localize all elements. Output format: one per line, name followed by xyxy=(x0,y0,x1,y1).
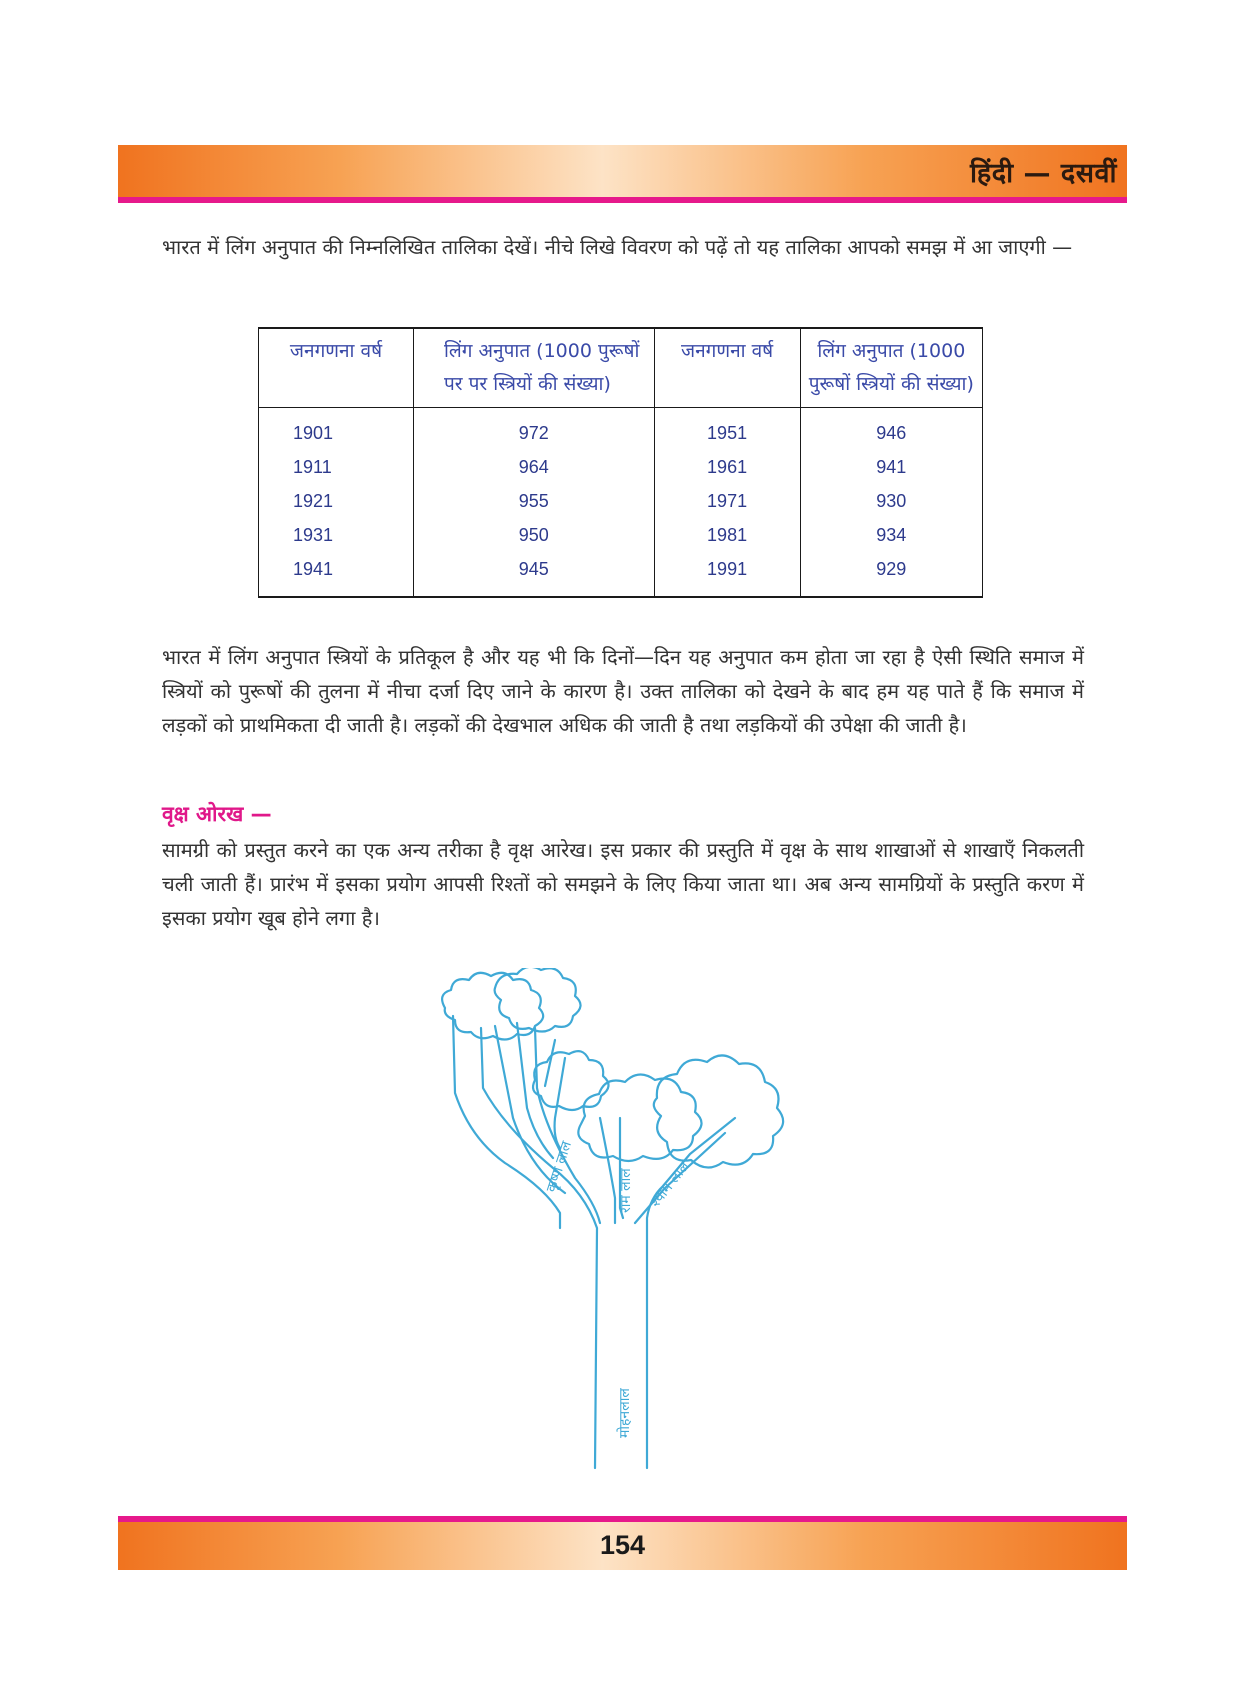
table-cell: 1981 xyxy=(654,518,800,552)
analysis-paragraph: भारत में लिंग अनुपात स्त्रियों के प्रतिकूल है और यह भी कि दिनों—दिन यह अनुपात कम होता जा रहा है ऐसी स्थिति समाज में स्त्रियों को पुरूषों की तुलना में नीचा दर्जा दिए जाने के कारण है। उक्त तालिका को देखने के बाद हम यह पाते हैं कि समाज में लड़कों को प्राथमिकता दी जाती है। लड़कों की देखभाल अधिक की जाती है तथा लड़कियों की उपेक्षा की जाती है। xyxy=(162,645,1084,737)
table-cell: 1931 xyxy=(259,518,414,552)
header-divider xyxy=(118,197,1127,203)
tree-crown xyxy=(442,973,543,1040)
header-sex-ratio-2: लिंग अनुपात (1000 पुरूषों स्त्रियों की संख्या) xyxy=(800,328,982,408)
header-census-year-1: जनगणना वर्ष xyxy=(259,328,414,408)
tree-label-branch: कृष्ण लाल xyxy=(543,1139,576,1195)
table-cell: 1941 xyxy=(259,552,414,597)
table-cell: 1901 xyxy=(259,408,414,451)
tree-label-branch: राम लाल xyxy=(618,1168,634,1213)
table-cell: 930 xyxy=(876,490,907,511)
table-cell: 1961 xyxy=(654,450,800,484)
intro-paragraph: भारत में लिंग अनुपात की निम्नलिखित तालिका देखें। नीचे लिखे विवरण को पढ़ें तो यह तालिका आपको समझ में आ जाएगी — xyxy=(162,235,1073,259)
table-cell: 941 xyxy=(876,456,907,477)
tree-label-root: मोहनलाल xyxy=(617,1388,633,1438)
page-number: 154 xyxy=(599,1530,646,1560)
header-band xyxy=(118,145,1127,197)
table-cell: 1911 xyxy=(259,450,414,484)
table-cell: 972 xyxy=(414,408,655,451)
table-cell: 946 xyxy=(876,422,907,443)
header-sex-ratio-1: लिंग अनुपात (1000 पुरूषों पर पर स्त्रियों की संख्या) xyxy=(414,328,655,408)
table-cell: 964 xyxy=(414,450,655,484)
table-cell: 1971 xyxy=(654,484,800,518)
table-header-row xyxy=(259,328,983,408)
table-cell: 950 xyxy=(414,518,655,552)
table-cell: 1991 xyxy=(654,552,800,597)
table-cell: 955 xyxy=(414,484,655,518)
tree-label-branch: श्याम लाल xyxy=(647,1158,693,1211)
table-cell: 1921 xyxy=(259,484,414,518)
section-paragraph: सामग्री को प्रस्तुत करने का एक अन्य तरीका है वृक्ष आरेख। इस प्रकार की प्रस्तुति में वृक्ष के साथ शाखाओं से शाखाएँ निकलती चली जाती हैं। प्रारंभ में इसका प्रयोग आपसी रिश्तों को समझने के लिए किया जाता था। अब अन्य सामग्रियों के प्रस्तुति करण में इसका प्रयोग खूब होने लगा है। xyxy=(162,838,1084,930)
table-row xyxy=(259,408,983,451)
family-tree-illustration xyxy=(435,968,815,1472)
footer-band xyxy=(118,1522,1127,1570)
table-cell: 929 xyxy=(876,558,907,579)
table-row xyxy=(259,518,983,552)
table-row xyxy=(259,552,983,597)
table-row xyxy=(259,484,983,518)
header-census-year-2: जनगणना वर्ष xyxy=(654,328,800,408)
table-cell: 1951 xyxy=(654,408,800,451)
book-title: हिंदी — दसवीं xyxy=(969,158,1117,189)
section-heading: वृक्ष ओरख — xyxy=(162,802,272,826)
table-row xyxy=(259,450,983,484)
table-cell: 945 xyxy=(414,552,655,597)
sex-ratio-table xyxy=(258,327,983,598)
table-cell: 934 xyxy=(876,524,907,545)
